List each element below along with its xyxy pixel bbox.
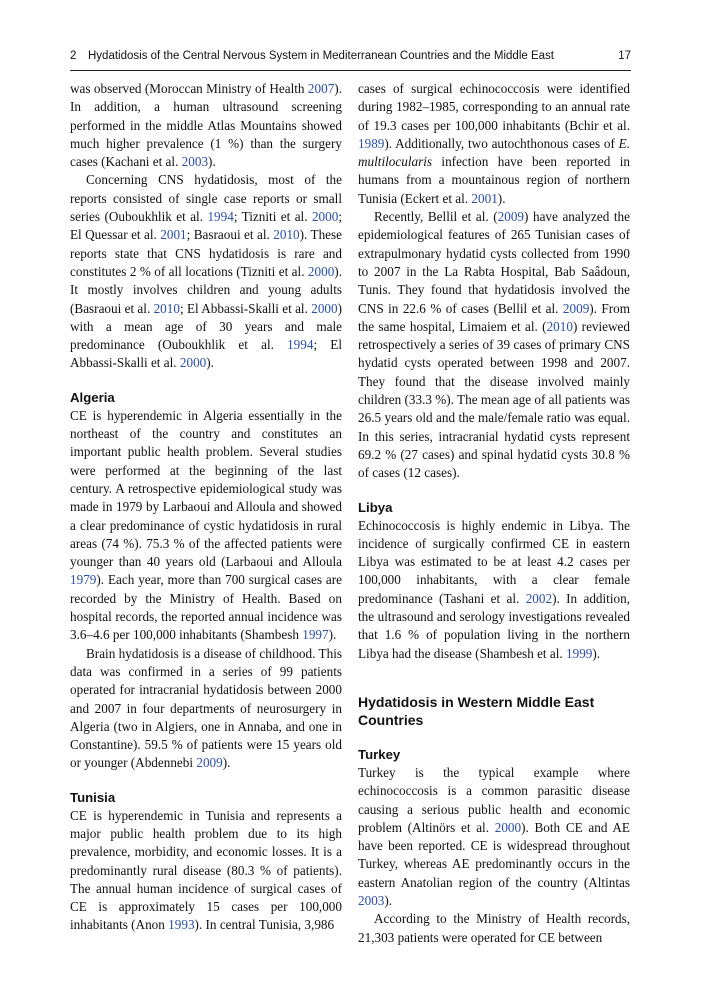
citation-link[interactable]: 2001: [471, 190, 498, 206]
section-heading-libya: Libya: [358, 499, 393, 515]
paragraph: Turkey is the typical example where echinococcosis is a common parasitic disease causing a serious public health and economic problem (Altinörs et al. 2000). Both CE and AE have been reported. CE is widespread throughout Turkey, whereas AE predominantly occurs in the eastern Anatolian region of the country (Altintas 2003).: [358, 764, 630, 908]
citation-link[interactable]: 1993: [168, 917, 195, 933]
paragraph: Brain hydatidosis is a disease of childhood. This data was confirmed in a series of 99 patients operated for intracranial hydatidosis between 2000 and 2007 in four departments of neurosurgery in Algeria (two in Algiers, one in Annaba, and one in Constantine). 59.5 % of patients were 15 years old or younger (Abdennebi 2009).: [70, 645, 342, 771]
paragraph: CE is hyperendemic in Algeria essentially in the northeast of the country and constitutes an important public health problem. Several studies were performed at the beginning of the last century. A retrospective epidemiological study was made in 1979 by Larbaoui and Alloula and showed a clear predominance of cystic hydatidosis in rural areas (74 %). 75.3 % of the affected patients were younger than 40 years old (Larbaoui and Alloula 1979). Each year, more than 700 surgical cases are recorded by the Ministry of Health. Based on hospital records, the reported annual incidence was 3.6–4.6 per 100,000 inhabitants (Shambesh 1997).: [70, 407, 342, 643]
paragraph: cases of surgical echinococcosis were identified during 1982–1985, corresponding to an annual rate of 19.3 cases per 100,000 inhabitants (Bchir et al. 1989). Additionally, two autochthonous cases of E. multilocularis infection have been reported in humans from a mountainous region of northern Tunisia (Eckert et al. 2001).: [358, 81, 630, 206]
running-title: Hydatidosis of the Central Nervous System in Mediterranean Countries and the Middle East: [88, 50, 554, 62]
citation-link[interactable]: 2000: [307, 263, 335, 279]
citation-link[interactable]: 2003: [181, 154, 209, 170]
citation-link[interactable]: 2002: [525, 590, 553, 606]
running-header: [70, 46, 631, 71]
paragraph: Echinococcosis is highly endemic in Libya. The incidence of surgically confirmed CE in eastern Libya was estimated to be at least 4.2 cases per 100,000 inhabitants, with a clear female predominance (Tashani et al. 2002). In addition, the ultrasound and serology investigations revealed that 1.6 % of population living in the northern Libya had the disease (Shambesh et al. 1999).: [358, 517, 630, 661]
citation-link[interactable]: 2003: [358, 892, 385, 908]
citation-link[interactable]: 2000: [494, 819, 522, 835]
citation-link[interactable]: 2009: [562, 300, 590, 316]
citation-link[interactable]: 1994: [287, 337, 314, 353]
citation-link[interactable]: 2000: [311, 300, 338, 316]
citation-link[interactable]: 2001: [160, 227, 187, 243]
paragraph: Recently, Bellil et al. (2009) have analyzed the epidemiological features of 265 Tunisian cases of extrapulmonary hydatid cysts collected from 1990 to 2007 in the La Rabta Hospital, Bab Saâdoun, Tunis. They found that hydatidosis involved the CNS in 22.6 % of cases (Bellil et al. 2009). From the same hospital, Limaiem et al. (2010) reviewed retrospectively a series of 39 cases of primary CNS hydatid cysts operated between 1998 and 2007. They found that the disease involved mainly children (33.3 %). The mean age of all patients was 26.5 years old and the male/female ratio was equal. In this series, intracranial hydatid cysts represent 69.2 % (27 cases) and spinal hydatid cysts 30.8 % of cases (12 cases).: [358, 209, 631, 481]
page-number: 17: [618, 50, 631, 62]
citation-link[interactable]: 2000: [179, 355, 207, 371]
citation-link[interactable]: 2009: [196, 755, 223, 771]
paragraph: was observed (Moroccan Ministry of Health 2007). In addition, a human ultrasound screening performed in the middle Atlas Mountains showed much higher prevalence (1 %) than the surgery cases (Kachani et al. 2003).: [70, 81, 342, 170]
citation-link[interactable]: 1999: [566, 645, 593, 661]
citation-link[interactable]: 2007: [307, 81, 335, 96]
citation-link[interactable]: 2000: [311, 209, 339, 225]
citation-link[interactable]: 2010: [546, 318, 573, 334]
right-column: [358, 80, 630, 947]
species-name: E. multilocularis: [358, 135, 630, 170]
paragraph: Concerning CNS hydatidosis, most of the reports consisted of single case reports or small series (Ouboukhlik et al. 1994; Tizniti et al. 2000; El Quessar et al. 2001; Basraoui et al. 2010). These reports state that CNS hydatidosis is rare and constitutes 2 % of all locations (Tizniti et al. 2000). It mostly involves children and young adults (Basraoui et al. 2010; El Abbassi-Skalli et al. 2000) with a mean age of 30 years and male predominance (Ouboukhlik et al. 1994; El Abbassi-Skalli et al. 2000).: [70, 172, 342, 371]
citation-link[interactable]: 1994: [207, 209, 234, 225]
citation-link[interactable]: 1979: [70, 572, 97, 588]
citation-link[interactable]: 2010: [153, 300, 180, 316]
paragraph: CE is hyperendemic in Tunisia and represents a major public health problem due to its high prevalence, morbidity, and economic losses. It is a predominantly rural disease (80.3 % of patients). The annual human incidence of surgical cases of CE is approximately 15 cases per 100,000 inhabitants (Anon 1993). In central Tunisia, 3,986: [70, 807, 342, 933]
section-heading-western-middle-east: Hydatidosis in Western Middle East Countries: [358, 693, 595, 729]
citation-link[interactable]: 1997: [302, 627, 329, 643]
citation-link[interactable]: 2009: [497, 209, 525, 225]
citation-link[interactable]: 2010: [273, 227, 300, 243]
section-heading-algeria: Algeria: [70, 389, 115, 405]
section-heading-turkey: Turkey: [358, 746, 401, 762]
section-heading-tunisia: Tunisia: [70, 789, 116, 805]
citation-link[interactable]: 1989: [358, 135, 385, 151]
left-column: [70, 80, 342, 935]
paragraph: According to the Ministry of Health records, 21,303 patients were operated for CE between: [358, 911, 630, 945]
chapter-number: 2: [70, 50, 77, 62]
